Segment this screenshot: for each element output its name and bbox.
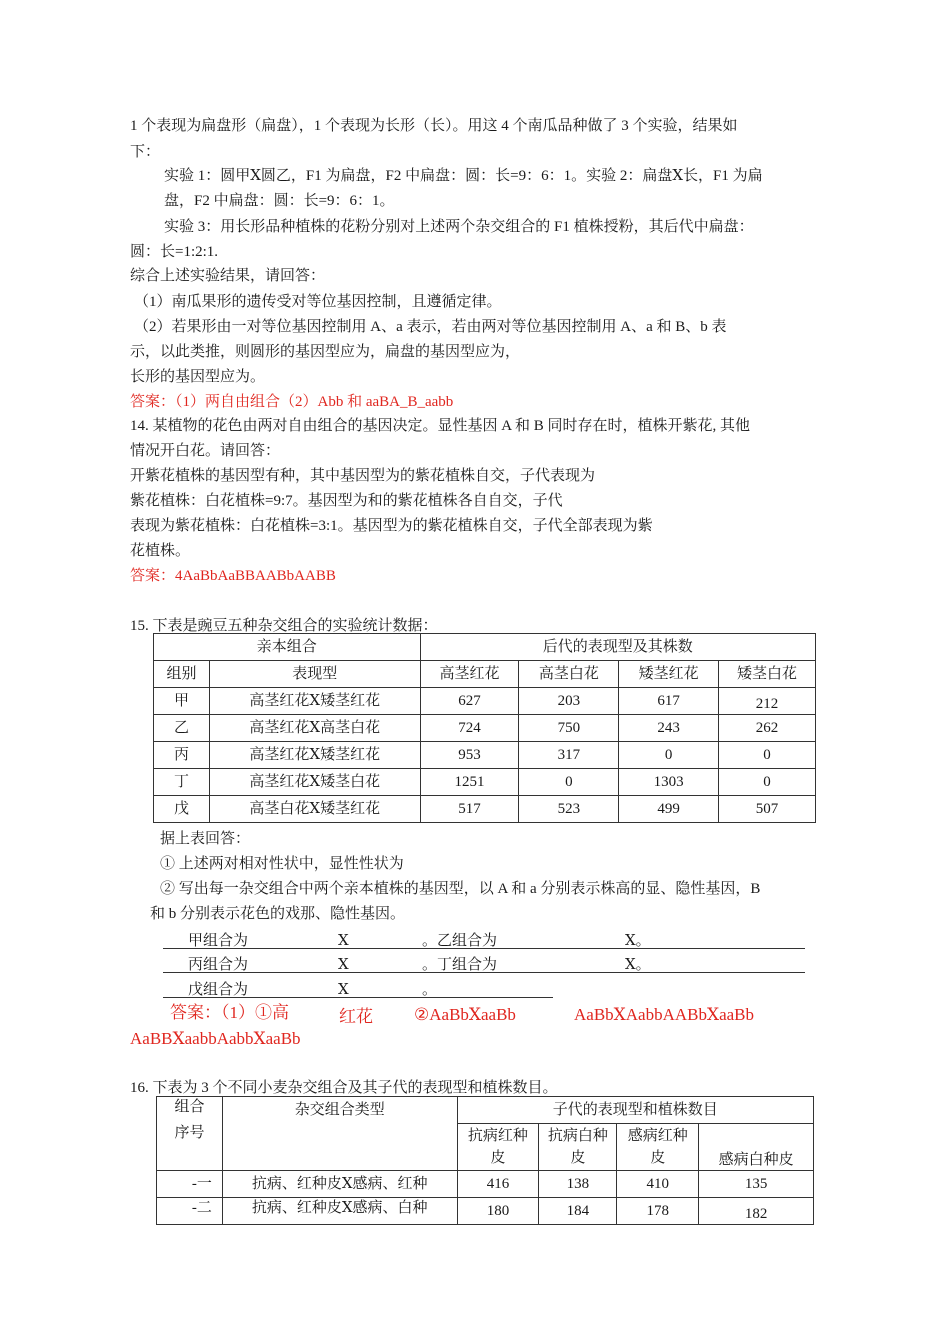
intro-question-2: （2）若果形由一对等位基因控制用 A、a 表示，若由两对等位基因控制用 A、a 和 B、b 表 [134, 319, 727, 335]
experiment-1-line: 实验 1：圆甲Ⅹ圆乙，F1 为扁盘，F2 中扁盘：圆：长=9：6：1。实验 2：扁盘Ⅹ长，F1 为扁 [164, 168, 763, 184]
q16-col-header [457, 1124, 539, 1171]
q15-table [153, 633, 816, 823]
fill-jia-cross: Ⅹ [338, 933, 349, 949]
q15-value-cell: 317 [519, 742, 619, 769]
q14-line-6: 花植株。 [130, 543, 191, 559]
q16-type-cell: 抗病、红种皮Ⅹ感病、红种 [222, 1171, 457, 1198]
intro-prompt: 综合上述实验结果，请回答： [130, 268, 326, 284]
q15-value-cell: 0 [619, 742, 719, 769]
q15-answer-5: AaBBⅩaabbAabbⅩaaBb [130, 1029, 301, 1048]
q15-pheno-cell: 高茎红花Ⅹ矮茎红花 [209, 742, 420, 769]
q15-value-cell: 499 [619, 796, 719, 823]
q16-header-seq-1: 组合 [174, 1099, 205, 1115]
experiment-3-result: 圆：长=1:2:1. [130, 244, 219, 260]
q16-row-num-text: 二 [196, 1200, 212, 1216]
q15-pheno-cell: 高茎红花Ⅹ高茎白花 [209, 715, 420, 742]
q15-sub-1: ① 上述两对相对性状中，显性性状为 [160, 856, 404, 872]
fill-wu-label: 戊组合为 [188, 982, 249, 998]
fill-underline [163, 948, 805, 949]
q16-header-seq [157, 1097, 223, 1171]
q15-value-cell: 523 [519, 796, 619, 823]
q16-value-cell: 410 [617, 1171, 699, 1198]
q15-group-cell: 戊 [154, 796, 210, 823]
fill-ding-label: 。丁组合为 [422, 957, 498, 973]
q16-header-offspring: 子代的表现型和植株数目 [457, 1097, 814, 1124]
q15-group-cell: 丙 [154, 742, 210, 769]
table-row [154, 742, 816, 769]
q15-sub-2b: 和 b 分别表示花色的戏那、隐性基因。 [150, 906, 406, 922]
q15-value-cell: 750 [519, 715, 619, 742]
q16-value-cell: 416 [457, 1171, 539, 1198]
q15-value-cell: 0 [719, 769, 816, 796]
q16-value-cell: 182 [699, 1198, 814, 1225]
q15-group-cell: 乙 [154, 715, 210, 742]
q15-header-phenotype: 表现型 [209, 661, 420, 688]
q15-col-header: 矮茎白花 [719, 661, 816, 688]
q16-header-type-blank [222, 1124, 457, 1171]
q15-value-cell: 243 [619, 715, 719, 742]
fill-jia-label: 甲组合为 [188, 933, 249, 949]
q14-line-5: 表现为紫花植株：白花植株=3:1。基因型为的紫花植株自交，子代全部表现为紫 [130, 518, 653, 534]
q14-line-4: 紫花植株：白花植株=9:7。基因型为和的紫花植株各自自交，子代 [130, 493, 563, 509]
fill-bing-cross: Ⅹ [338, 957, 349, 973]
intro-question-1: （1）南瓜果形的遗传受对等位基因控制，且遵循定律。 [134, 294, 502, 310]
table-row [157, 1171, 814, 1198]
q15-value-cell: 1303 [619, 769, 719, 796]
q16-title: 16. 下表为 3 个不同小麦杂交组合及其子代的表现型和植株数目。 [130, 1080, 558, 1096]
table-row [154, 688, 816, 715]
q15-col-header: 矮茎红花 [619, 661, 719, 688]
q16-col-text: 皮 [570, 1150, 586, 1166]
q14-answer: 答案：4AaBbAaBBAABbAABB [130, 568, 336, 584]
q15-sub-2: ② 写出每一杂交组合中两个亲本植株的基因型，以 A 和 a 分别表示株高的显、隐性基因，B [160, 881, 761, 897]
q16-col-text: 皮 [650, 1150, 666, 1166]
fill-wu-cross: Ⅹ [338, 982, 349, 998]
q16-col-header [539, 1124, 617, 1171]
q15-header-group: 组别 [154, 661, 210, 688]
q15-value-cell: 507 [719, 796, 816, 823]
q16-col-header [617, 1124, 699, 1171]
q16-col-text: 皮 [490, 1150, 506, 1166]
q15-value-cell: 617 [619, 688, 719, 715]
q15-header-parent: 亲本组合 [154, 634, 421, 661]
q15-col-header: 高茎白花 [519, 661, 619, 688]
table-row [154, 796, 816, 823]
intro-question-2b: 示，以此类推，则圆形的基因型应为，扁盘的基因型应为， [130, 344, 521, 360]
table-row [154, 715, 816, 742]
q15-group-cell: 丁 [154, 769, 210, 796]
q15-answer-1: 答案：（1）①高 [170, 1003, 289, 1022]
q15-answer-4: AaBbⅩAabbAABbⅩaaBb [574, 1005, 755, 1024]
q16-value-cell: 135 [699, 1171, 814, 1198]
q16-type-cell: 抗病、红种皮Ⅹ感病、白种 [222, 1198, 457, 1225]
fill-underline [163, 997, 553, 998]
q15-after-table: 据上表回答： [160, 831, 251, 847]
q16-value-cell: 178 [617, 1198, 699, 1225]
q15-pheno-cell: 高茎红花Ⅹ矮茎红花 [209, 688, 420, 715]
q15-value-cell: 0 [519, 769, 619, 796]
experiment-3-line: 实验 3：用长形品种植株的花粉分别对上述两个杂交组合的 F1 植株授粉，其后代中扁盘： [164, 219, 754, 235]
q15-value-cell: 953 [420, 742, 519, 769]
q16-col-text: 感病红种 [627, 1128, 688, 1144]
q15-answer-2: 红花 [339, 1007, 373, 1026]
q15-value-cell: 212 [719, 688, 816, 715]
q16-table [156, 1096, 814, 1225]
table-row [154, 769, 816, 796]
fill-bing-label: 丙组合为 [188, 957, 249, 973]
q14-line-2: 情况开白花。请回答： [130, 443, 281, 459]
fill-wu-end: 。 [422, 982, 438, 998]
intro-line-1: 1 个表现为扁盘形（扁盘），1 个表现为长形（长）。用这 4 个南瓜品种做了 3 个实验，结果如 [130, 118, 738, 134]
q15-value-cell: 1251 [420, 769, 519, 796]
experiment-2-line: 盘，F2 中扁盘：圆：长=9：6：1。 [164, 193, 395, 209]
q16-value-cell: 180 [457, 1198, 539, 1225]
q15-value-cell: 262 [719, 715, 816, 742]
q16-row-num: -二 [157, 1198, 223, 1225]
q16-header-type: 杂交组合类型 [222, 1097, 457, 1124]
q16-col-header: 感病白种皮 [699, 1124, 814, 1171]
intro-question-2c: 长形的基因型应为。 [130, 369, 266, 385]
table-row [157, 1198, 814, 1225]
fill-yi-cross: Ⅹ。 [625, 933, 651, 949]
q15-value-cell: 627 [420, 688, 519, 715]
fill-ding-cross: Ⅹ。 [625, 957, 651, 973]
q15-group-cell: 甲 [154, 688, 210, 715]
fill-yi-label: 。乙组合为 [422, 933, 498, 949]
q16-row-num: -一 [157, 1171, 223, 1198]
q15-pheno-cell: 高茎白花Ⅹ矮茎红花 [209, 796, 420, 823]
q16-col-text: 抗病白种 [547, 1128, 608, 1144]
q16-value-cell: 138 [539, 1171, 617, 1198]
q15-value-cell: 203 [519, 688, 619, 715]
q15-title: 15. 下表是豌豆五种杂交组合的实验统计数据： [130, 618, 438, 634]
q16-col-text: 抗病红种 [467, 1128, 528, 1144]
q15-value-cell: 517 [420, 796, 519, 823]
q14-line-3: 开紫花植株的基因型有种，其中基因型为的紫花植株自交，子代表现为 [130, 468, 596, 484]
q16-header-seq-2: 序号 [174, 1125, 205, 1141]
q15-col-header: 高茎红花 [420, 661, 519, 688]
q15-pheno-cell: 高茎红花Ⅹ矮茎白花 [209, 769, 420, 796]
q15-value-cell: 724 [420, 715, 519, 742]
q15-answer-3: ②AaBbⅩaaBb [414, 1005, 516, 1024]
q16-row-num-text: 一 [196, 1176, 212, 1192]
q16-value-cell: 184 [539, 1198, 617, 1225]
fill-underline [163, 972, 805, 973]
q14-line-1: 14. 某植物的花色由两对自由组合的基因决定。显性基因 A 和 B 同时存在时，植株开紫花, 其他 [130, 418, 751, 434]
q15-value-cell: 0 [719, 742, 816, 769]
intro-line-2: 下： [130, 144, 161, 160]
q15-header-offspring: 后代的表现型及其株数 [420, 634, 815, 661]
intro-answer: 答案：（1）两自由组合（2）Abb 和 aaBA_B_aabb [130, 394, 454, 410]
